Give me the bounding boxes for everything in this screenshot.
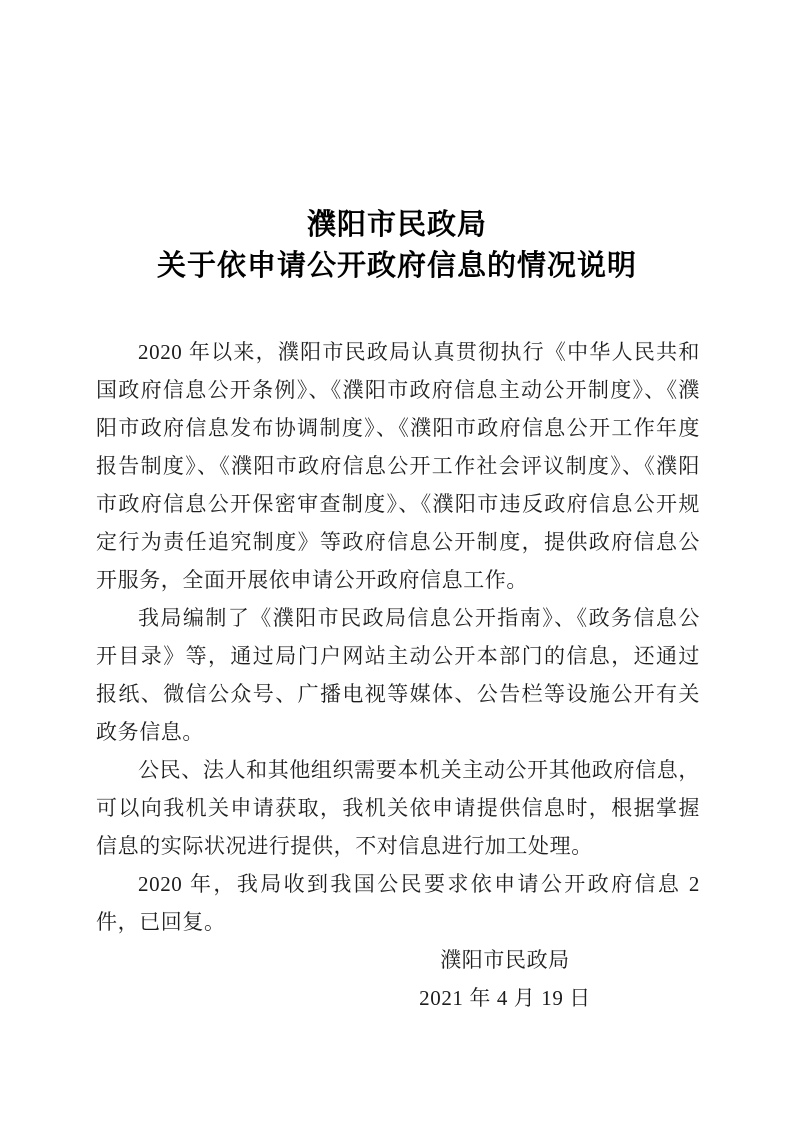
document-title-line1: 濮阳市民政局 [306, 209, 487, 241]
paragraph-1: 2020 年以来，濮阳市民政局认真贯彻执行《中华人民共和国政府信息公开条例》、《濮阳市政府信息主动公开制度》、《濮阳市政府信息发布协调制度》、《濮阳市政府信息公开工作年度报告制度》、《濮阳市政府信息公开工作社会评议制度》、《濮阳市政府信息公开保密审查制度》、《濮阳市违反政府信息公开规定行为责任追究制度》等政府信息公开制度，提供政府信息公开服务，全面开展依申请公开政府信息工作。 [96, 340, 700, 592]
paragraph-3: 公民、法人和其他组织需要本机关主动公开其他政府信息，可以向我机关申请获取，我机关依申请提供信息时，根据掌握信息的实际状况进行提供，不对信息进行加工处理。 [96, 758, 700, 858]
paragraph-2: 我局编制了《濮阳市民政局信息公开指南》、《政务信息公开目录》等，通过局门户网站主动公开本部门的信息，还通过报纸、微信公众号、广播电视等媒体、公告栏等设施公开有关政务信息。 [96, 606, 700, 744]
document-title [0, 0, 794, 287]
signature-block [310, 941, 700, 1017]
paragraph-4: 2020 年，我局收到我国公民要求依申请公开政府信息 2 件，已回复。 [96, 872, 700, 934]
signature-date: 2021 年 4 月 19 日 [419, 986, 591, 1010]
document-body [96, 333, 700, 1017]
document-title-line2: 关于依申请公开政府信息的情况说明 [156, 250, 637, 282]
signature-name: 濮阳市民政局 [440, 948, 570, 972]
